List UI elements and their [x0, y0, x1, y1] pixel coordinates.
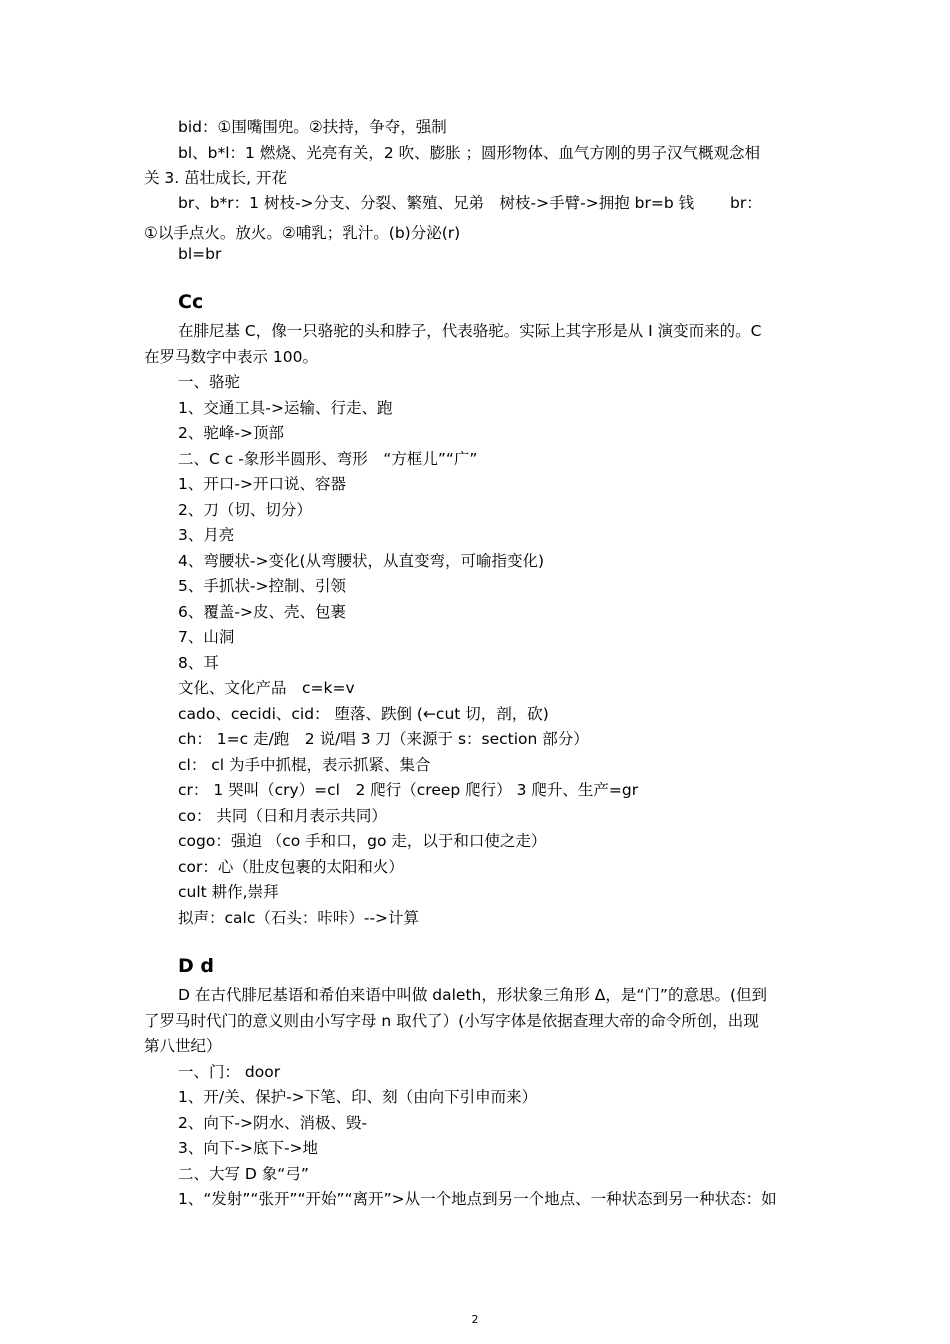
- text-line: 一、门： door: [178, 1063, 281, 1081]
- text-line: 在腓尼基 C，像一只骆驼的头和脖子，代表骆驼。实际上其字形是从 I 演变而来的。C: [178, 322, 762, 340]
- section-heading-d: D d: [178, 955, 214, 977]
- section-heading-c: Cc: [178, 291, 204, 313]
- text-line: 4、弯腰状->变化(从弯腰状，从直变弯，可喻指变化): [178, 552, 545, 570]
- text-line: 1、开口->开口说、容器: [178, 475, 346, 493]
- text-line: 1、“发射”“张开”“开始”“离开”>从一个地点到另一个地点、一种状态到另一种状态：如: [178, 1190, 777, 1208]
- text-line: 3、向下->底下->地: [178, 1139, 319, 1157]
- text-line: ①以手点火。放火。②哺乳；乳汁。(b)分泌(r): [144, 224, 461, 242]
- text-line: 7、山洞: [178, 628, 235, 646]
- text-line: 在罗马数字中表示 100。: [144, 348, 319, 366]
- text-line: 第八世纪）: [144, 1037, 222, 1055]
- text-line: cl： cl 为手中抓棍，表示抓紧、集合: [178, 756, 431, 774]
- text-line: 拟声：calc（石头：咔咔）-->计算: [178, 909, 420, 927]
- text-line: cr： 1 哭叫（cry）=cl 2 爬行（creep 爬行） 3 爬升、生产=gr: [178, 781, 639, 799]
- text-line: 关 3. 茁壮成长, 开花: [144, 169, 287, 187]
- text-line: cor：心（肚皮包裹的太阳和火）: [178, 858, 404, 876]
- text-line: 1、开/关、保护->下笔、印、刻（由向下引申而来）: [178, 1088, 538, 1106]
- text-line: 2、驼峰->顶部: [178, 424, 284, 442]
- text-line: cult 耕作,崇拜: [178, 883, 279, 901]
- text-line: bl=br: [178, 245, 222, 263]
- text-line: 5、手抓状->控制、引领: [178, 577, 346, 595]
- text-line: 了罗马时代门的意义则由小写字母 n 取代了）(小写字体是依据查理大帝的命令所创，出现: [144, 1012, 759, 1030]
- text-line: 2、向下->阴水、消极、毁-: [178, 1114, 368, 1132]
- text-line: 文化、文化产品 c=k=v: [178, 679, 355, 697]
- text-line: bid：①围嘴围兜。②扶持，争夺，强制: [178, 118, 447, 136]
- text-line: cogo：强迫 （co 手和口，go 走，以于和口使之走）: [178, 832, 547, 850]
- text-line: D 在古代腓尼基语和希伯来语中叫做 daleth，形状象三角形 Δ，是“门”的意思。(但到: [178, 986, 768, 1004]
- text-line: 6、覆盖->皮、壳、包裹: [178, 603, 346, 621]
- text-line: bl、b*l：1 燃烧、光亮有关，2 吹、膨胀 ；圆形物体、血气方刚的男子汉气概观念相: [178, 144, 761, 162]
- text-line: 8、耳: [178, 654, 219, 672]
- text-line: 3、月亮: [178, 526, 235, 544]
- text-line: 二、C c -象形半圆形、弯形 “方框儿”“广”: [178, 450, 478, 468]
- text-line: co： 共同（日和月表示共同）: [178, 807, 387, 825]
- text-line: 2、刀（切、切分）: [178, 501, 312, 519]
- text-line: 1、交通工具->运输、行走、跑: [178, 399, 393, 417]
- text-line: 一、骆驼: [178, 373, 241, 391]
- text-line: 二、大写 D 象“弓”: [178, 1165, 309, 1183]
- page-number: 2: [471, 1313, 479, 1326]
- text-line: ch： 1=c 走/跑 2 说/唱 3 刀（来源于 s：section 部分）: [178, 730, 589, 748]
- text-line: cado、cecidi、cid： 堕落、跌倒 (←cut 切，剖，砍): [178, 705, 549, 723]
- text-line: br、b*r：1 树枝->分支、分裂、繁殖、兄弟 树枝->手臂->拥抱 br=b 钱 br：: [178, 194, 762, 212]
